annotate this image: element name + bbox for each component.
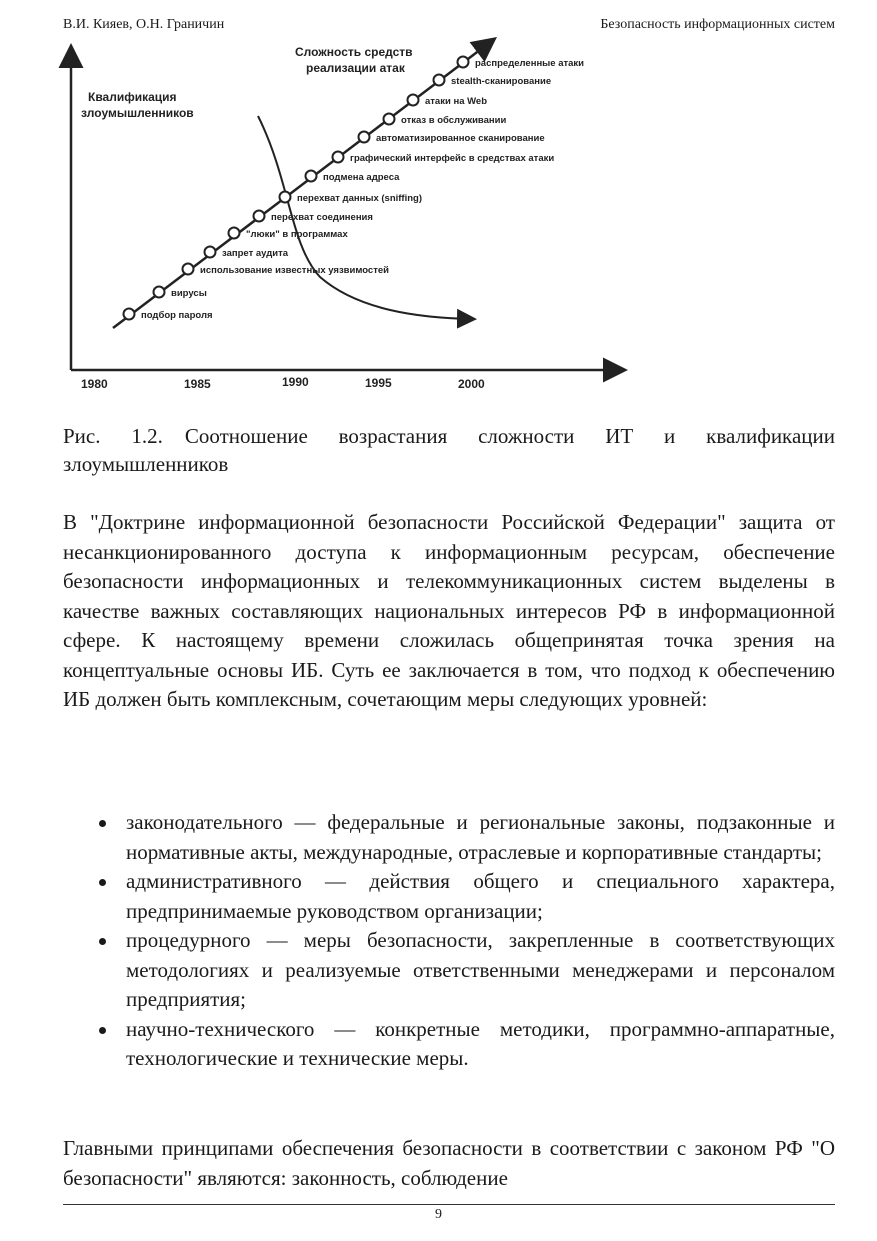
x-tick-2000: 2000 bbox=[458, 377, 485, 391]
milestone-marker bbox=[333, 152, 344, 163]
milestone-marker bbox=[254, 211, 265, 222]
milestone-label: stealth-сканирование bbox=[451, 76, 552, 87]
x-tick-1985: 1985 bbox=[184, 377, 211, 391]
x-tick-1990: 1990 bbox=[282, 375, 309, 389]
milestone-marker bbox=[205, 247, 216, 258]
line-label-2: реализации атак bbox=[306, 61, 405, 75]
milestone-marker bbox=[458, 57, 469, 68]
milestone-marker bbox=[229, 228, 240, 239]
figure-caption bbox=[63, 422, 835, 478]
milestone-marker bbox=[384, 114, 395, 125]
x-tick-1995: 1995 bbox=[365, 376, 392, 390]
running-header-authors: В.И. Кияев, О.Н. Граничин bbox=[63, 17, 225, 32]
bullet-icon bbox=[99, 1027, 106, 1034]
footer-divider bbox=[63, 1204, 835, 1205]
milestone-marker bbox=[359, 132, 370, 143]
milestone-label: вирусы bbox=[171, 288, 207, 299]
caption-label: Рис. 1.2. bbox=[63, 424, 163, 448]
paragraph-principles: Главными принципами обеспечения безопасности в соответствии с законом РФ "О безопасности" являются: законность, соблюдение bbox=[63, 1136, 835, 1190]
milestone-marker bbox=[154, 287, 165, 298]
milestones-group bbox=[124, 57, 585, 322]
x-tick-1980: 1980 bbox=[81, 377, 108, 391]
list-item: административного — действия общего и специального характера, предпринимаемые руководством организации; bbox=[63, 867, 835, 926]
paragraph-doctrine: В "Доктрине информационной безопасности Российской Федерации" защита от несанкционированного доступа к информационным ресурсам, обеспечение безопасности информационных и телекоммуникационных систем выделены в качестве важных составляющих национальных интересов РФ в информационной сфере. К настоящему времени сложилась общепринятая точка зрения на концептуальные основы ИБ. Суть ее заключается в том, что подход к обеспечению ИБ должен быть комплексным, сочетающим меры следующих уровней: bbox=[63, 510, 835, 711]
milestone-label: перехват соединения bbox=[271, 212, 373, 223]
milestone-label: использование известных уязвимостей bbox=[200, 265, 389, 276]
milestone-label: автоматизированное сканирование bbox=[376, 133, 545, 144]
curve-label-1: Квалификация bbox=[88, 90, 177, 104]
figure-complexity-vs-qualification bbox=[58, 30, 638, 400]
bullet-icon bbox=[99, 820, 106, 827]
milestone-marker bbox=[280, 192, 291, 203]
milestone-label: "люки" в программах bbox=[246, 229, 348, 240]
milestone-marker bbox=[124, 309, 135, 320]
bullet-icon bbox=[99, 938, 106, 945]
running-header-title: Безопасность информационных систем bbox=[600, 17, 835, 32]
list-item: научно-технического — конкретные методики, программно-аппаратные, технологические и технические меры. bbox=[63, 1015, 835, 1074]
security-levels-list bbox=[63, 808, 835, 1074]
milestone-label: перехват данных (sniffing) bbox=[297, 193, 423, 204]
milestone-label: подбор пароля bbox=[141, 310, 213, 321]
milestone-marker bbox=[434, 75, 445, 86]
milestone-marker bbox=[183, 264, 194, 275]
milestone-label: отказ в обслуживании bbox=[401, 115, 507, 126]
milestone-marker bbox=[408, 95, 419, 106]
milestone-label: распределенные атаки bbox=[475, 58, 585, 69]
curve-label-2: злоумышленников bbox=[81, 106, 194, 120]
milestone-label: подмена адреса bbox=[323, 172, 400, 183]
line-label-1: Сложность средств bbox=[295, 45, 413, 59]
page-number: 9 bbox=[435, 1207, 442, 1222]
list-item: законодательного — федеральные и региональные законы, подзаконные и нормативные акты, международные, отраслевые и корпоративные стандарты; bbox=[63, 808, 835, 867]
milestone-label: запрет аудита bbox=[222, 248, 289, 259]
bullet-icon bbox=[99, 879, 106, 886]
milestone-marker bbox=[306, 171, 317, 182]
milestone-label: графический интерфейс в средствах атаки bbox=[350, 153, 555, 164]
list-item: процедурного — меры безопасности, закрепленные в соответствующих методологиях и реализуемые ответственными менеджерами и персоналом предприятия; bbox=[63, 926, 835, 1015]
caption-text: Соотношение возрастания сложности ИТ и квалификации злоумышленников bbox=[63, 424, 835, 476]
milestone-label: атаки на Web bbox=[425, 96, 487, 107]
